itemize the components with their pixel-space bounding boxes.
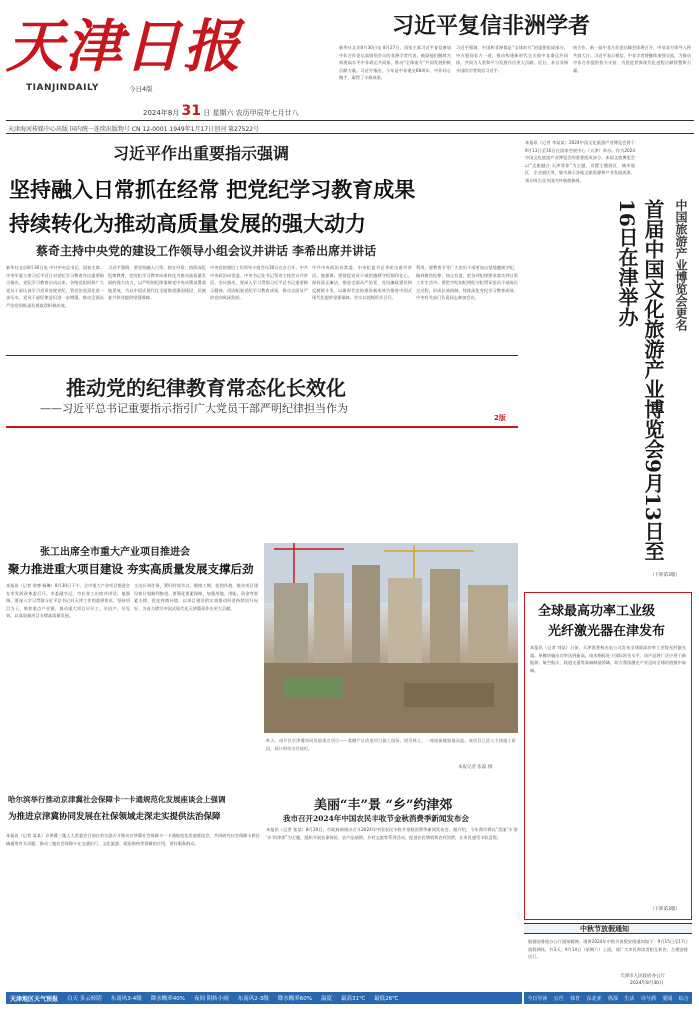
footer-item-7[interactable]: 要闻 — [662, 995, 673, 1002]
top-story-col2: 习近平强调，中国和非洲都是“全球南方”的重要组成部分。中方愿同非方一道，推动构建新时代全天候中非命运共同体，共同为人类和平与发展作出更大贡献。近日，来自非洲多国的学者致信习近平。 — [456, 45, 568, 73]
laser-headline-2: 光纤激光器在津发布 — [548, 624, 666, 639]
consumption-body: 本报讯（记者 张某）8月30日，市政府新闻办召开2024年中国农民丰收节金秋消费季新闻发布会。据介绍，今年我市将以“美丽‘丰’景 ‘乡’约津郊”为主题，组织开展农事体验、农产品展销、乡村文旅等系列活动，促进农民增收和农村消费，让市民感受丰收喜悦。 — [266, 827, 518, 840]
top-story-col3: 结合作。新一届中非合作论坛峰会即将召开，中非双方领导人将共商大计。习近平表示相信，中非学者将继续加强交流，为推动中非合作提供智力支持，为促进世界现代化进程贡献智慧和力量。 — [573, 45, 691, 73]
commentary-subtitle: ——习近平总书记重要指示指引广大党员干部严明纪律担当作为 — [40, 402, 348, 415]
expo-body: 本报讯（记者 某某）京津冀三地人大常委会日前在哈尔滨召开推动京津冀社会保障卡一卡通规范化发展座谈会，共同研究社会保障卡跨区域通用有关问题，推动三地社会保障卡在交通出行、文化旅游、就医购药等领域的应用，更好服务群众。 — [6, 833, 260, 846]
lead-headline-2: 持续转化为推动高质量发展的强大动力 — [9, 211, 366, 236]
weather-item-4: 东南风2-3级 — [237, 996, 269, 1002]
laser-body: 本报讯（记者 刘某）日前，天津凯普林光电公司发布全球最高功率工业级光纤激光器，单模块输出功率达到新高，技术指标处于国际领先水平。该产品将广泛应用于新能源、航空航天、轨道交通等高端制造领域，助力我国激光产业迈向全球价值链中高端。 — [530, 645, 686, 673]
masthead-rule-bottom — [6, 133, 694, 134]
footer-item-1[interactable]: 公告 — [553, 995, 564, 1002]
masthead-rule — [6, 120, 694, 121]
date-day: 31 — [181, 103, 201, 119]
industry-col1: 本报讯（记者 余博 杨琳）8月30日下午，全市重大产业项目推进会在市发展改革委召开。市委副书记、市长张工出席并讲话。他强调，要深入学习贯彻习近平总书记对天津工作的重要要求，坚持项目为王，聚焦重点产业链，推动重大项目早开工、早投产、早见效，以高质量项目支撑高质量发展。 — [6, 583, 130, 619]
footer-item-5[interactable]: 生活 — [624, 995, 635, 1002]
side-column-vertical-title: 首届中国文化旅游产业博览会9月13日至16日在津举办 — [615, 199, 665, 561]
construction-site-illustration — [264, 543, 518, 733]
issue-date — [143, 103, 299, 119]
lead-col1: 新华社北京8月30日电 中共中央总书记、国家主席、中央军委主席习近平近日对党纪学习教育作出重要指示指出，党纪学习教育启动以来，各级党组织和广大党员干部认真学习党章党规党纪，管党治党责任进一步压实，党员干部纪律意识进一步增强，推动全面从严治党向纵深发展取得积极成效。 — [6, 265, 104, 308]
weather-item-7: 最高31℃ — [340, 996, 366, 1002]
weather-item-6: 温度 — [320, 996, 332, 1002]
footer-item-0[interactable]: 今日导读 — [527, 995, 548, 1002]
lead-col5: 利用，要教育引导广大党员干部更加自觉地遵规守纪，做到敬畏纪律、知止有度，把各项纪律要求落实到日常工作生活中。要把学纪知纪明纪守纪贯穿党员干部成长全过程，形成长效机制，持续深化党纪学习教育成效。中央有关部门负责同志参加会议。 — [416, 265, 518, 301]
consumption-kicker: 美丽“丰”景 “乡”约津郊 — [314, 798, 453, 813]
masthead-pinyin: TIANJINDAILY — [26, 83, 99, 93]
footer-item-2[interactable]: 体育 — [570, 995, 581, 1002]
commentary-title: 推动党的纪律教育常态化长效化 — [66, 376, 346, 400]
footer-bar — [524, 992, 692, 1004]
expo-headline-1: 哈尔滨举行推动京津冀社会保障卡一卡通规范化发展座谈会上强调 — [8, 795, 226, 804]
notice-body: 根据国务院办公厅通知精神，现将2024年中秋节放假安排通知如下：9月15日至17日放假调休，共3天。9月14日（星期六）上班。请广大市民和读者相互转告，合理安排出行。 — [528, 939, 688, 960]
lead-col2: 习近平强调，要坚持融入日常、抓在经常，持续深化纪律教育，把党纪学习教育成果转化为推动高质量发展的强大动力，以严明的纪律保障党中央决策部署落地见效，为以中国式现代化全面推进强国建设、民族复兴伟业提供坚强保障。 — [108, 265, 206, 301]
news-photo — [264, 543, 518, 733]
weather-label: 天津地区天气预报 — [10, 995, 59, 1003]
side-column-page-ref: （下转第3版） — [650, 573, 680, 578]
industry-headline: 聚力推进重大项目建设 夯实高质量发展支撑后劲 — [8, 562, 254, 576]
lead-subtitle: 蔡奇主持中央党的建设工作领导小组会议并讲话 李希出席并讲话 — [36, 244, 377, 258]
consumption-subtitle: 我市召开2024年中国农民丰收节金秋消费季新闻发布会 — [283, 814, 469, 823]
commentary-page-ref: 2版 — [494, 414, 506, 422]
industry-col2: 主动认领任务，紧盯时间节点，倒排工期、挂图作战，推动项目建设按计划顺利推进。要强化要素保障，加强用地、用能、资金等要素支撑，优化营商环境，以项目建设的实效推动经济持续回升向好，为奋力谱写中国式现代化天津篇章作出更大贡献。 — [134, 583, 258, 611]
photo-caption: 昨天，南开区京津冀协同发展重点项目——某棚户区改造项目施工现场，塔吊林立，一座座新楼拔地而起。该项目已进入主体施工阶段，预计明年交付使用。 — [266, 738, 516, 751]
weather-bar — [6, 992, 522, 1004]
footer-item-8[interactable]: 综合 — [678, 995, 689, 1002]
date-rest: 日 星期六 农历甲辰年七月廿八 — [203, 109, 299, 117]
rule-under-lead — [6, 355, 518, 356]
weather-item-3: 夜间 阴转小雨 — [193, 996, 229, 1002]
notice-date: 2024年8月30日 — [630, 981, 664, 986]
notice-signature: 天津市人民政府办公厅 — [620, 974, 665, 979]
lead-headline-1: 坚持融入日常抓在经常 把党纪学习教育成果 — [9, 177, 416, 202]
lead-col3: 中央党的建设工作领导小组会议30日在京召开，中共中央政治局常委、中央书记处书记蔡奇主持会议并讲话。会议指出，要深入学习贯彻习近平总书记重要指示精神，巩固拓展党纪学习教育成果，推动全面从严治党向纵深发展。 — [210, 265, 308, 301]
footer-item-6[interactable]: 诗与酒 — [640, 995, 656, 1002]
photo-credit: 本报记者 张磊 摄 — [458, 765, 493, 770]
footer-item-4[interactable]: 纵深 — [607, 995, 618, 1002]
expo-headline-2: 为推进京津冀协同发展在社保领域走深走实提供法治保障 — [8, 812, 221, 822]
industry-kicker: 张工出席全市重大产业项目推进会 — [40, 547, 190, 558]
masthead-logo: 天津日报 — [6, 13, 242, 80]
weather-item-2: 降水概率40% — [150, 996, 185, 1002]
weather-item-1: 东南风3-4级 — [110, 996, 142, 1002]
commentary-rule — [6, 426, 518, 428]
date-year: 2024年8月 — [143, 109, 180, 117]
edition-label: 今日4版 — [129, 85, 153, 93]
publisher-line: 天津海河传媒中心出版 国内统一连续出版物号 CN 12-0001 1949年1月17日创刊 第27522号 — [8, 126, 260, 133]
footer-item-3[interactable]: 东北亚 — [586, 995, 602, 1002]
top-story-col1: 新华社北京8月30日电 8月27日，国家主席习近平复信参加中非合作论坛高级别会议的非洲学者代表，鼓励他们继续为构建高水平中非命运共同体、推动“全球南方”共同发展积极贡献力量。习近平指出，今年是中非建交68周年，中非同心携手，取得了丰硕成果。 — [339, 45, 451, 81]
weather-item-0: 白天 多云转阴 — [67, 996, 102, 1002]
top-story-title: 习近平复信非洲学者 — [392, 13, 591, 39]
notice-title: 中秋节放假通知 — [580, 924, 629, 933]
laser-headline-1: 全球最高功率工业级 — [538, 604, 656, 619]
weather-item-8: 最低26℃ — [374, 996, 399, 1002]
side-column-body: 本报讯（记者 李某某）2024中国文化旅游产业博览会将于9月13日至16日在国家会展中心（天津）举办。作为2024中国文化旅游产业博览会的重要组成部分，本届文旅博览会以“文旅融合·天津等你”为主题，设置主题展区、城市展区、企业展区等，集中展示各地文旅资源和产业发展成果，预计吸引众多国内外展商参展。 — [525, 140, 635, 183]
laser-page-ref: （下转第3版） — [650, 907, 680, 912]
lead-col4: 中共中央政治局常委、中央纪委书记李希出席并讲话。他强调，要督促党员干部把遵规守纪刻印在心，保持清正廉洁，推进全面从严治党、党风廉政建设和反腐败斗争，以新时代党的建设新成效为推进中国式现代化提供坚强保障。会议以视频形式召开。 — [312, 265, 412, 301]
side-column-vertical-kicker: 中国旅游产业博览会更名 — [674, 199, 688, 331]
weather-item-5: 降水概率60% — [277, 996, 312, 1002]
lead-kicker: 习近平作出重要指示强调 — [113, 144, 290, 163]
